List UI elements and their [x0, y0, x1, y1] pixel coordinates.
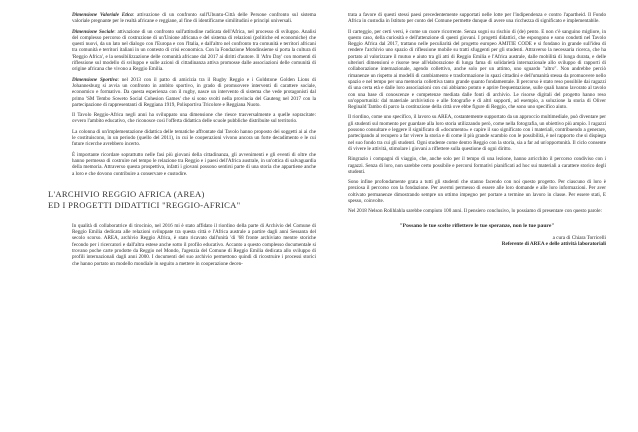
body-paragraph: Ringrazio i compagni di viaggio, che, anche solo per il tempo di una lezione, hanno arricchito il percorso condiviso con i ragazzi. Senza di loro, non sarebbe certo possibile e percorsi formativi pianificati ad hoc sui materiali a carattere storico degli studenti. [348, 156, 606, 175]
dimension-paragraph [72, 77, 316, 108]
dimension-text: : attivazione di un confronto sull'Ubuntu-Città delle Persone confronto sul sistema valoriale pregnante per le realtà africane e reggiane, al fine di identificarne similitudini e principi universali. [72, 12, 316, 25]
body-paragraph: È importante ricordare soprattutto nelle fasi più giovani della cittadinanza, gli avvenimenti e gli eventi di oltre che hanno permesso di costruire nel tempo le relazione tra Reggio e i paesi dell'Africa australe, in un'ottica di salvaguardia della memoria. Attraverso questa prospettiva, infatti i giovani possono sentirsi parte di una storia che appartiene anche a loro e che dovono contribuire a conservare e custodire. [72, 151, 316, 177]
dimension-text: : nel 2013 con il patto di amicizia tra il Rugby Reggio e i Goldstone Golden Lions di Johannesburg si avvia un confronto in ambito sportivo, in grado di promuovere interventi di carattere sociale, economico e formativo. Da questa esperienza con il rugby, nasce un intervento di sistema che vede protagonisti dal primo 'SM Tembo Soweto Social Cohesion Games' che si sono svolti nella provincia del Gauteng nel 2017 con la partecipazione di rappresentanti di Reggiana 1919, Polisportiva Tricolore e Reggiana Nuoto. [72, 76, 316, 108]
right-column [348, 12, 606, 247]
dimension-text: : attivazione di un confronto sull'attitudine radicata dell'Africa, nel processo di sviluppo. Analisi del complesso percorso di costruzione di un'Unione africana e del sistema di relazioni (politiche ed economiche) che questi nuovi, da un lato nel dialogo con l'Europa e con l'Italia, e dall'altro nel confronto tra comunità e territori africani tra comunità e territori italiani in un contesto di crisi economica. Con la Fondazione Mondinsieme si porta la cultura di 'Reggio Africa', e la sensibilizzazione delle comunità africane dal 2017 ai diritti d'autore. Il 'Afro Day' con momenti di riflessione sul modello di sviluppo e sulle azioni di cittadinanza attiva promosse dalle associazioni delle comunità di origine africana che vivono a Reggio Emilia. [72, 28, 316, 73]
dimension-title: Dimensione Sociale [72, 28, 115, 35]
dimensions-section [72, 12, 316, 177]
body-paragraph: Sono infine profondamente grata a tutti gli studenti che stanno facendo con noi questo progetto. Per ciascuno di loro è preziosa il percorso con la fondazione. Per avermi permesso di essere alle loro domande e alle loro informazioni. Per aver coltivato permanenze dimostrando sempre un ottimo impegno per portare a termine un lavoro in classe. Per essere stati, E spesso, coinvolte. [348, 179, 606, 205]
author-credit: a cura di Chiara Torricelli [552, 234, 606, 241]
body-paragraph: trata a favore di questi stessi paesi precedentemente supportati nelle lotte per l'indipendenza e contro l'apartheid. Il Fondo Africa in custodia in Istituto per conto del Comune permette dunque di avere una ricchezza di significato e implementabile. [348, 12, 606, 25]
section-heading-line-1: L'ARCHIVIO REGGIO AFRICA (AREA) [48, 188, 205, 199]
left-column [48, 12, 316, 271]
dimension-title: Dimensione Valoriale Etica [72, 12, 133, 18]
archive-section [72, 223, 316, 267]
body-paragraph: Il riordino, come uno specifico, il lavoro su AREA, costantemente supportato da un approccio multimediale, può diventare per gli studenti sul momento per guardare alla loro storia utilizzando però, come nella fotografia, un obiettivo più ampio. I ragazzi possono consultare e leggere il significato di «documento» e capire il suo significato con i materiali, contribuendo a generare, partecipando al recupero a far vivere la storia e di come il più grande scambio con le possibilità, è nel rapporto che si dispiega nel suo fondo tra cui gli studenti. Ogni studente come dentro Reggio con la storia, sia a far ad un'opportunità. Il ciclo consente di vivere le attività, stimolare i giovani a riflettere sulla questione di ogni diritto. [348, 114, 606, 152]
body-paragraph: Il Tavolo Reggio-Africa negli anni ha sviluppato una dimensione che riesce trasversalmente a quelle sopracitate: ovvero l'ambito educativo, che riconosce così l'offerta didattica delle scuole pubbliche distribuite sul territorio. [72, 112, 316, 125]
closing-quote: "Possano le tue scelte riflettere le tue speranze, non le tue paure" [399, 222, 555, 229]
author-role: Referente di AREA e delle attività laboratoriali [501, 241, 606, 248]
dimension-paragraph [72, 12, 316, 25]
body-paragraph: Il carteggio, per certi versi, è come un cuore ricorrente. Senza sogni su rischio di (de) pento. E non c'è sanguino migliore, in questo caso, della curiosità e dell'attenzione di questi giovani. I progetti didattici, che espongono e sono condotti nel Tavolo Reggio Africa dal 2017, trattano nelle peculiarità del progetto europeo AMITIE CODE e si fondano in grande sull'idea di rendere l'archivio uno spazio di riflessione mobile su tratti sfuggenti per gli studenti. Attraverso la necessaria ricerca, che ha portato al valorizzare il mutuo e aiuto tra gli atti di Reggio Emilia e l'Africa australe, dalle mobilità di lunga durata, e delle ulteriori dimensioni e risorse tese all'elaborazione di lunga fama di solidarietà internazionale allo sviluppo di rapporti di collaborazione internazionale, agendo collettivo, anche solo per un attimo, uno sguardo "altro". Non andrebbe perciò rimanenze un rispetto ai modelli di cambiamento e trasformazione in spazi cittadini e dell'umanità stessa da promuovere nello spazio e nel tempo per una memoria collettiva tanto grande quanto fondamentale. Il percorso è stato reso possibile dai ragazzi di una certa età e dalle loro associazioni con cui abbiamo potuto e aprire frequentazione, sulle quali hanno lavorato al tavolo con una base di conoscenze e competenze mediata dalle fonti di archivio. Le risorse digitali del progetto hanno reso un'opportunità: dal materiale archivistico e alle fotografie e di altri supporti, ad esempio, a soluzione la storia di Oliver Reginald Tambo di parco la costituzione della città ove ebbe figure di Reggio, che sono uno specifico aiuto. [348, 28, 606, 111]
dimension-paragraph [72, 29, 316, 73]
body-paragraph: La colonna di un'implementazione didattica delle tematiche affrontate dal Tavolo hanno proposto dei soggetti ai ai che le costituiscono, in un periodo (quello del 2011), in cui le cooperazioni vivono ancora un forte decadimento e le cui future ricerche avrebbero incerto. [72, 128, 316, 148]
section-heading [48, 189, 316, 211]
body-paragraph: In qualità di collaboratrice di tirocinio, nel 2016 mi è stato affidato il riordino della parte di Archivio del Comune di Reggio Emilia dedicata alle relazioni sviluppate tra questa città e l'Africa australe a partire dagli anni Sessanta del secolo scorso. AREA, archivio Reggio Africa, è stato ricavato dall'unità 'di '68 fronte archiviato mentre storiche fecondo per i ricercatori e dall'altra estese anche sotto il profilo educativo. Accanto a questo complesso documentale si trovano poche carte prodotte da Reggio nel Mondo, l'agenzia del Comune di Reggio Emilia dedicata allo sviluppo di profili internazionali dagli anni 2000. I documenti del suo archivio permettono quindi di ricostruire i processi storici che hanno portato un modello mondiale in seguito a mettere in cooperazione decen- [72, 222, 316, 267]
dimension-title: Dimensione Sportiva [72, 76, 118, 83]
body-paragraph: Nel 2018 Nelson Rolihlahla sarebbe compiuto 100 anni. Il pensiero conclusivo, lo possiamo di presentare con questo parole: [348, 208, 602, 215]
section-heading-line-2: ED I PROGETTI DIDATTICI "REGGIO-AFRICA" [48, 199, 241, 210]
